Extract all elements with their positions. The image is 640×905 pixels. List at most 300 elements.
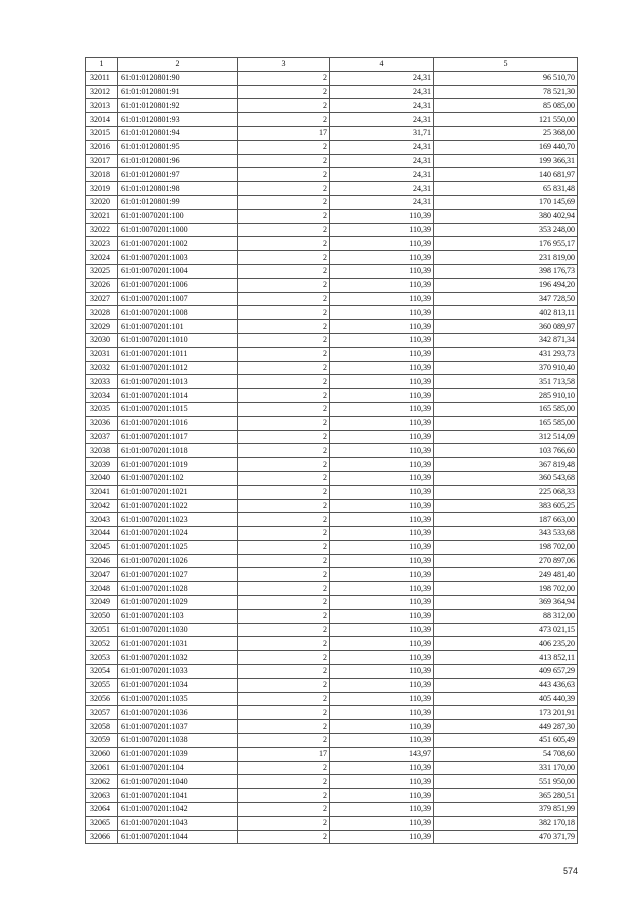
table-cell: 2	[238, 637, 330, 651]
table-cell: 110,39	[330, 761, 434, 775]
table-cell: 110,39	[330, 347, 434, 361]
table-cell: 110,39	[330, 568, 434, 582]
table-row	[86, 99, 578, 113]
table-cell: 32043	[86, 513, 118, 527]
table-cell: 32064	[86, 803, 118, 817]
table-row	[86, 471, 578, 485]
table-cell: 61:01:0070201:1034	[118, 678, 238, 692]
table-cell: 402 813,11	[434, 306, 578, 320]
table-cell: 32016	[86, 140, 118, 154]
table-cell: 24,31	[330, 71, 434, 85]
table-cell: 231 819,00	[434, 251, 578, 265]
data-table	[85, 57, 578, 844]
table-cell: 347 728,50	[434, 292, 578, 306]
table-cell: 110,39	[330, 789, 434, 803]
table-cell: 2	[238, 402, 330, 416]
table-row	[86, 665, 578, 679]
table-cell: 32063	[86, 789, 118, 803]
table-cell: 61:01:0120801:95	[118, 140, 238, 154]
table-cell: 110,39	[330, 471, 434, 485]
table-cell: 2	[238, 499, 330, 513]
table-cell: 61:01:0070201:1043	[118, 816, 238, 830]
table-cell: 32034	[86, 389, 118, 403]
table-cell: 61:01:0070201:102	[118, 471, 238, 485]
table-row	[86, 692, 578, 706]
table-cell: 32050	[86, 609, 118, 623]
table-cell: 61:01:0070201:101	[118, 320, 238, 334]
table-cell: 24,31	[330, 168, 434, 182]
table-cell: 382 170,18	[434, 816, 578, 830]
table-cell: 32045	[86, 540, 118, 554]
table-cell: 32044	[86, 527, 118, 541]
table-row	[86, 402, 578, 416]
table-cell: 360 543,68	[434, 471, 578, 485]
table-row	[86, 789, 578, 803]
table-cell: 61:01:0070201:1017	[118, 430, 238, 444]
table-cell: 32026	[86, 278, 118, 292]
table-cell: 169 440,70	[434, 140, 578, 154]
table-cell: 32041	[86, 485, 118, 499]
table-row	[86, 140, 578, 154]
table-cell: 2	[238, 237, 330, 251]
table-cell: 110,39	[330, 499, 434, 513]
table-cell: 110,39	[330, 734, 434, 748]
table-cell: 2	[238, 333, 330, 347]
table-cell: 110,39	[330, 430, 434, 444]
table-row	[86, 126, 578, 140]
table-cell: 110,39	[330, 264, 434, 278]
table-cell: 61:01:0070201:1024	[118, 527, 238, 541]
table-cell: 2	[238, 678, 330, 692]
table-cell: 173 201,91	[434, 706, 578, 720]
table-row	[86, 775, 578, 789]
table-cell: 61:01:0070201:1041	[118, 789, 238, 803]
table-cell: 61:01:0070201:1021	[118, 485, 238, 499]
table-cell: 61:01:0070201:1007	[118, 292, 238, 306]
table-cell: 61:01:0120801:94	[118, 126, 238, 140]
table-cell: 2	[238, 775, 330, 789]
table-cell: 110,39	[330, 706, 434, 720]
table-cell: 61:01:0070201:1002	[118, 237, 238, 251]
table-cell: 110,39	[330, 223, 434, 237]
table-cell: 32052	[86, 637, 118, 651]
table-row	[86, 651, 578, 665]
table-cell: 110,39	[330, 278, 434, 292]
table-cell: 32059	[86, 734, 118, 748]
table-row	[86, 458, 578, 472]
table-cell: 61:01:0120801:98	[118, 182, 238, 196]
table-row	[86, 333, 578, 347]
table-cell: 24,31	[330, 154, 434, 168]
table-cell: 2	[238, 375, 330, 389]
column-header-5: 5	[434, 58, 578, 72]
table-cell: 140 681,97	[434, 168, 578, 182]
table-cell: 342 871,34	[434, 333, 578, 347]
table-row	[86, 637, 578, 651]
table-cell: 367 819,48	[434, 458, 578, 472]
table-row	[86, 706, 578, 720]
table-cell: 2	[238, 195, 330, 209]
table-cell: 110,39	[330, 775, 434, 789]
table-cell: 24,31	[330, 182, 434, 196]
table-cell: 32036	[86, 416, 118, 430]
table-cell: 103 766,60	[434, 444, 578, 458]
table-cell: 449 287,30	[434, 720, 578, 734]
table-cell: 24,31	[330, 140, 434, 154]
table-cell: 61:01:0070201:1022	[118, 499, 238, 513]
table-cell: 61:01:0070201:1036	[118, 706, 238, 720]
table-row	[86, 596, 578, 610]
table-cell: 2	[238, 278, 330, 292]
table-cell: 2	[238, 223, 330, 237]
table-cell: 199 366,31	[434, 154, 578, 168]
column-header-2: 2	[118, 58, 238, 72]
table-cell: 198 702,00	[434, 582, 578, 596]
table-cell: 165 585,00	[434, 416, 578, 430]
table-cell: 2	[238, 347, 330, 361]
table-cell: 2	[238, 623, 330, 637]
table-cell: 17	[238, 747, 330, 761]
table-cell: 2	[238, 596, 330, 610]
table-cell: 2	[238, 816, 330, 830]
table-row	[86, 182, 578, 196]
table-cell: 110,39	[330, 361, 434, 375]
table-cell: 24,31	[330, 195, 434, 209]
table-cell: 398 176,73	[434, 264, 578, 278]
table-cell: 110,39	[330, 389, 434, 403]
table-cell: 32048	[86, 582, 118, 596]
table-row	[86, 292, 578, 306]
table-cell: 110,39	[330, 692, 434, 706]
table-row	[86, 485, 578, 499]
table-row	[86, 527, 578, 541]
table-cell: 61:01:0070201:1039	[118, 747, 238, 761]
table-cell: 2	[238, 168, 330, 182]
table-cell: 443 436,63	[434, 678, 578, 692]
table-cell: 2	[238, 720, 330, 734]
table-cell: 61:01:0070201:103	[118, 609, 238, 623]
table-row	[86, 223, 578, 237]
table-cell: 365 280,51	[434, 789, 578, 803]
table-cell: 110,39	[330, 527, 434, 541]
table-cell: 2	[238, 292, 330, 306]
table-row	[86, 761, 578, 775]
table-cell: 32020	[86, 195, 118, 209]
table-cell: 61:01:0070201:1013	[118, 375, 238, 389]
table-cell: 406 235,20	[434, 637, 578, 651]
table-cell: 32025	[86, 264, 118, 278]
column-header-3: 3	[238, 58, 330, 72]
table-row	[86, 71, 578, 85]
table-cell: 170 145,69	[434, 195, 578, 209]
table-cell: 110,39	[330, 554, 434, 568]
table-cell: 198 702,00	[434, 540, 578, 554]
table-cell: 61:01:0070201:1033	[118, 665, 238, 679]
table-cell: 32042	[86, 499, 118, 513]
table-cell: 2	[238, 471, 330, 485]
table-cell: 61:01:0070201:1014	[118, 389, 238, 403]
table-row	[86, 609, 578, 623]
table-row	[86, 803, 578, 817]
table-cell: 187 663,00	[434, 513, 578, 527]
table-body	[86, 71, 578, 844]
table-cell: 32058	[86, 720, 118, 734]
table-cell: 2	[238, 513, 330, 527]
table-cell: 32027	[86, 292, 118, 306]
table-cell: 110,39	[330, 402, 434, 416]
table-cell: 31,71	[330, 126, 434, 140]
table-cell: 380 402,94	[434, 209, 578, 223]
table-cell: 110,39	[330, 596, 434, 610]
table-row	[86, 278, 578, 292]
table-cell: 360 089,97	[434, 320, 578, 334]
table-cell: 110,39	[330, 816, 434, 830]
table-cell: 32054	[86, 665, 118, 679]
table-cell: 2	[238, 692, 330, 706]
table-row	[86, 389, 578, 403]
table-row	[86, 195, 578, 209]
table-row	[86, 734, 578, 748]
table-cell: 110,39	[330, 251, 434, 265]
table-cell: 110,39	[330, 375, 434, 389]
table-cell: 121 550,00	[434, 113, 578, 127]
table-cell: 32047	[86, 568, 118, 582]
table-cell: 32040	[86, 471, 118, 485]
table-cell: 32012	[86, 85, 118, 99]
table-cell: 110,39	[330, 830, 434, 844]
table-cell: 470 371,79	[434, 830, 578, 844]
table-cell: 32062	[86, 775, 118, 789]
table-row	[86, 568, 578, 582]
table-row	[86, 816, 578, 830]
table-cell: 312 514,09	[434, 430, 578, 444]
table-cell: 61:01:0070201:1003	[118, 251, 238, 265]
table-cell: 2	[238, 71, 330, 85]
table-cell: 61:01:0070201:1011	[118, 347, 238, 361]
table-cell: 383 605,25	[434, 499, 578, 513]
table-row	[86, 554, 578, 568]
table-cell: 61:01:0120801:96	[118, 154, 238, 168]
table-cell: 17	[238, 126, 330, 140]
table-cell: 343 533,68	[434, 527, 578, 541]
table-cell: 54 708,60	[434, 747, 578, 761]
table-cell: 32013	[86, 99, 118, 113]
table-cell: 32060	[86, 747, 118, 761]
table-cell: 2	[238, 458, 330, 472]
table-cell: 32017	[86, 154, 118, 168]
table-cell: 32031	[86, 347, 118, 361]
table-cell: 32014	[86, 113, 118, 127]
table-cell: 61:01:0070201:1032	[118, 651, 238, 665]
table-cell: 32011	[86, 71, 118, 85]
table-cell: 431 293,73	[434, 347, 578, 361]
table-cell: 61:01:0070201:1035	[118, 692, 238, 706]
table-cell: 61:01:0120801:91	[118, 85, 238, 99]
table-row	[86, 113, 578, 127]
table-cell: 2	[238, 527, 330, 541]
table-cell: 61:01:0070201:1016	[118, 416, 238, 430]
table-cell: 32038	[86, 444, 118, 458]
table-cell: 24,31	[330, 85, 434, 99]
table-cell: 24,31	[330, 99, 434, 113]
table-cell: 409 657,29	[434, 665, 578, 679]
table-cell: 110,39	[330, 665, 434, 679]
table-cell: 61:01:0120801:99	[118, 195, 238, 209]
table-cell: 65 831,48	[434, 182, 578, 196]
table-cell: 61:01:0070201:1012	[118, 361, 238, 375]
table-cell: 110,39	[330, 237, 434, 251]
table-cell: 32065	[86, 816, 118, 830]
table-row	[86, 264, 578, 278]
table-cell: 61:01:0070201:1028	[118, 582, 238, 596]
table-cell: 61:01:0120801:90	[118, 71, 238, 85]
table-cell: 110,39	[330, 582, 434, 596]
table-cell: 2	[238, 209, 330, 223]
table-cell: 2	[238, 540, 330, 554]
table-cell: 110,39	[330, 609, 434, 623]
table-cell: 249 481,40	[434, 568, 578, 582]
table-cell: 2	[238, 416, 330, 430]
table-cell: 110,39	[330, 540, 434, 554]
table-cell: 2	[238, 182, 330, 196]
table-cell: 176 955,17	[434, 237, 578, 251]
table-cell: 110,39	[330, 320, 434, 334]
table-row	[86, 154, 578, 168]
table-cell: 451 605,49	[434, 734, 578, 748]
table-cell: 32046	[86, 554, 118, 568]
table-cell: 110,39	[330, 485, 434, 499]
table-row	[86, 720, 578, 734]
table-row	[86, 347, 578, 361]
table-cell: 61:01:0070201:104	[118, 761, 238, 775]
table-cell: 413 852,11	[434, 651, 578, 665]
table-cell: 110,39	[330, 444, 434, 458]
table-row	[86, 85, 578, 99]
table-row	[86, 747, 578, 761]
table-cell: 379 851,99	[434, 803, 578, 817]
table-row	[86, 375, 578, 389]
table-row	[86, 251, 578, 265]
table-cell: 196 494,20	[434, 278, 578, 292]
table-cell: 32028	[86, 306, 118, 320]
table-cell: 2	[238, 665, 330, 679]
table-cell: 32049	[86, 596, 118, 610]
table-cell: 32024	[86, 251, 118, 265]
table-row	[86, 361, 578, 375]
table-cell: 32057	[86, 706, 118, 720]
table-cell: 61:01:0070201:1006	[118, 278, 238, 292]
table-cell: 2	[238, 264, 330, 278]
table-cell: 61:01:0070201:1031	[118, 637, 238, 651]
table-cell: 285 910,10	[434, 389, 578, 403]
table-cell: 32019	[86, 182, 118, 196]
table-row	[86, 209, 578, 223]
table-cell: 61:01:0070201:1025	[118, 540, 238, 554]
table-cell: 2	[238, 154, 330, 168]
table-row	[86, 623, 578, 637]
table-cell: 2	[238, 430, 330, 444]
table-cell: 110,39	[330, 651, 434, 665]
table-cell: 32056	[86, 692, 118, 706]
table-cell: 2	[238, 609, 330, 623]
table-row	[86, 678, 578, 692]
table-cell: 353 248,00	[434, 223, 578, 237]
table-cell: 32033	[86, 375, 118, 389]
table-cell: 2	[238, 444, 330, 458]
column-header-1: 1	[86, 58, 118, 72]
table-cell: 32032	[86, 361, 118, 375]
table-cell: 2	[238, 734, 330, 748]
table-cell: 96 510,70	[434, 71, 578, 85]
table-row	[86, 237, 578, 251]
table-row	[86, 513, 578, 527]
table-cell: 32066	[86, 830, 118, 844]
table-cell: 2	[238, 568, 330, 582]
table-cell: 2	[238, 85, 330, 99]
table-cell: 61:01:0070201:1042	[118, 803, 238, 817]
table-row	[86, 499, 578, 513]
table-cell: 32022	[86, 223, 118, 237]
table-cell: 32030	[86, 333, 118, 347]
table-cell: 2	[238, 706, 330, 720]
table-cell: 2	[238, 830, 330, 844]
table-cell: 165 585,00	[434, 402, 578, 416]
table-cell: 32015	[86, 126, 118, 140]
table-cell: 61:01:0070201:1010	[118, 333, 238, 347]
table-cell: 110,39	[330, 678, 434, 692]
table-cell: 2	[238, 789, 330, 803]
table-cell: 32055	[86, 678, 118, 692]
table-cell: 225 068,33	[434, 485, 578, 499]
table-cell: 405 440,39	[434, 692, 578, 706]
table-cell: 110,39	[330, 292, 434, 306]
table-cell: 61:01:0070201:1044	[118, 830, 238, 844]
table-cell: 32061	[86, 761, 118, 775]
table-cell: 25 368,00	[434, 126, 578, 140]
table-cell: 61:01:0120801:92	[118, 99, 238, 113]
table-cell: 61:01:0120801:93	[118, 113, 238, 127]
table-cell: 2	[238, 389, 330, 403]
table-cell: 110,39	[330, 513, 434, 527]
table-cell: 61:01:0070201:1038	[118, 734, 238, 748]
table-cell: 32035	[86, 402, 118, 416]
table-cell: 32023	[86, 237, 118, 251]
page-number: 574	[563, 866, 579, 876]
table-cell: 143,97	[330, 747, 434, 761]
table-cell: 32021	[86, 209, 118, 223]
table-cell: 2	[238, 803, 330, 817]
table-cell: 61:01:0070201:1027	[118, 568, 238, 582]
table-cell: 370 910,40	[434, 361, 578, 375]
table-cell: 61:01:0070201:1000	[118, 223, 238, 237]
column-header-4: 4	[330, 58, 434, 72]
table-cell: 32018	[86, 168, 118, 182]
table-cell: 78 521,30	[434, 85, 578, 99]
table-cell: 2	[238, 113, 330, 127]
table-cell: 110,39	[330, 306, 434, 320]
table-cell: 331 170,00	[434, 761, 578, 775]
table-row	[86, 168, 578, 182]
table-cell: 61:01:0070201:1019	[118, 458, 238, 472]
table-cell: 2	[238, 251, 330, 265]
table-row	[86, 582, 578, 596]
table-cell: 2	[238, 554, 330, 568]
table-cell: 270 897,06	[434, 554, 578, 568]
table-cell: 2	[238, 485, 330, 499]
table-cell: 110,39	[330, 209, 434, 223]
table-cell: 61:01:0070201:1040	[118, 775, 238, 789]
table-cell: 2	[238, 306, 330, 320]
